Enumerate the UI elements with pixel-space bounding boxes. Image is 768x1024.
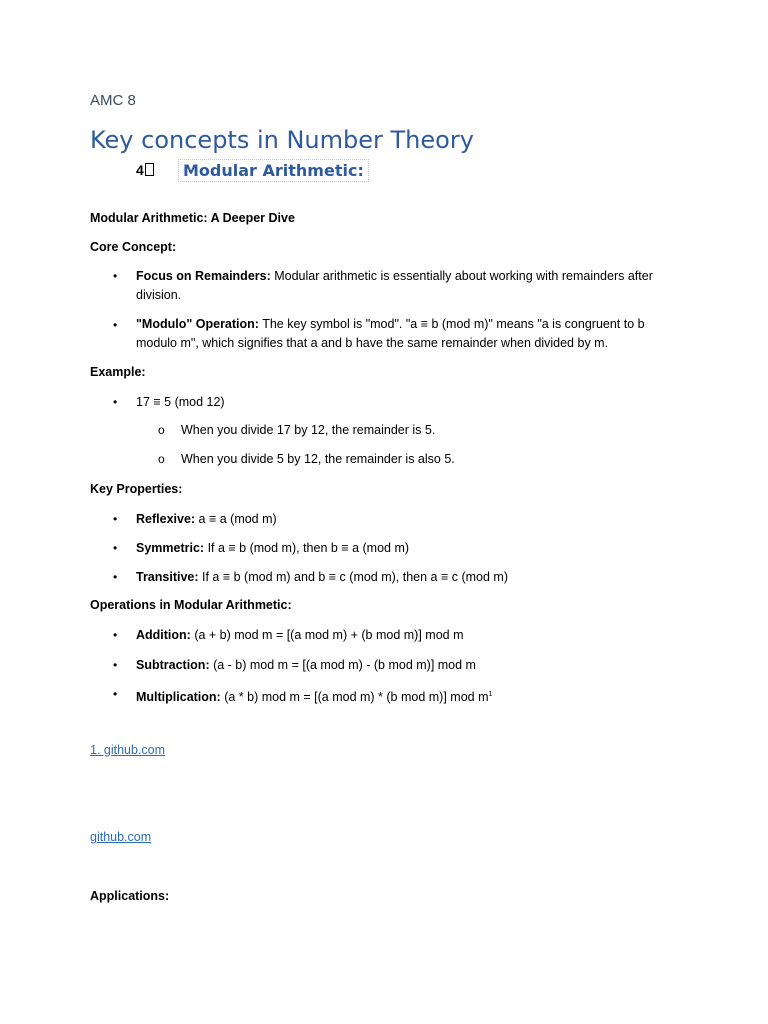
item-term: Reflexive:: [136, 512, 196, 526]
list-item: [136, 626, 676, 645]
bullet-icon: •: [113, 687, 118, 701]
sub-bullet-icon: o: [158, 423, 165, 437]
list-item: [136, 656, 676, 675]
bullet-icon: •: [113, 269, 118, 283]
subtitle: Modular Arithmetic: A Deeper Dive: [90, 211, 295, 225]
bullet-icon: •: [113, 318, 118, 332]
footnote-marker: 1: [488, 691, 493, 698]
item-term: Focus on Remainders:: [136, 269, 271, 283]
list-item: [136, 568, 676, 587]
example-label: Example:: [90, 365, 146, 379]
page-title: Key concepts in Number Theory: [90, 126, 474, 154]
item-text: (a - b) mod m = [(a mod m) - (b mod m)] mod m: [209, 658, 476, 672]
missing-glyph-icon: [145, 163, 154, 176]
applications-label: Applications:: [90, 889, 170, 903]
list-item: [136, 685, 676, 707]
section-heading: Modular Arithmetic:: [178, 159, 369, 182]
sub-list-item: When you divide 5 by 12, the remainder is also 5.: [181, 452, 455, 466]
bullet-icon: •: [113, 658, 118, 672]
list-item: [136, 539, 676, 558]
list-item: [136, 510, 676, 529]
list-item: [136, 267, 676, 305]
item-term: Transitive:: [136, 570, 199, 584]
item-term: Multiplication:: [136, 690, 221, 705]
sub-bullet-icon: o: [158, 452, 165, 466]
section-number-text: 4: [136, 162, 144, 178]
item-term: Addition:: [136, 628, 191, 642]
bullet-icon: •: [113, 541, 118, 555]
item-text: The key symbol is "mod". "a ≡ b (mod m)" means "a is congruent to b modulo m", which signifies that a and b have the same remainder when divided by m.: [136, 317, 645, 350]
item-term: Subtraction:: [136, 658, 210, 672]
item-text: (a * b) mod m = [(a mod m) * (b mod m)] mod m: [220, 690, 489, 705]
item-text: If a ≡ b (mod m) and b ≡ c (mod m), then a ≡ c (mod m): [198, 570, 508, 584]
item-text: a ≡ a (mod m): [195, 512, 277, 526]
item-text: If a ≡ b (mod m), then b ≡ a (mod m): [204, 541, 410, 555]
bullet-icon: •: [113, 395, 118, 409]
bullet-icon: •: [113, 570, 118, 584]
item-text: Modular arithmetic is essentially about working with remainders after division.: [136, 269, 653, 302]
header-label: AMC 8: [90, 92, 136, 109]
item-term: "Modulo" Operation:: [136, 317, 259, 331]
list-item: 17 ≡ 5 (mod 12): [136, 395, 225, 409]
key-properties-label: Key Properties:: [90, 482, 183, 496]
list-item: [136, 315, 676, 353]
item-term: Symmetric:: [136, 541, 205, 555]
core-concept-label: Core Concept:: [90, 240, 177, 254]
item-text: (a + b) mod m = [(a mod m) + (b mod m)] mod m: [190, 628, 464, 642]
bullet-icon: •: [113, 628, 118, 642]
source-link[interactable]: github.com: [90, 830, 152, 844]
bullet-icon: •: [113, 512, 118, 526]
sub-list-item: When you divide 17 by 12, the remainder is 5.: [181, 423, 436, 437]
operations-label: Operations in Modular Arithmetic:: [90, 598, 292, 612]
citation-link[interactable]: 1. github.com: [90, 743, 166, 757]
section-number: [136, 162, 154, 178]
